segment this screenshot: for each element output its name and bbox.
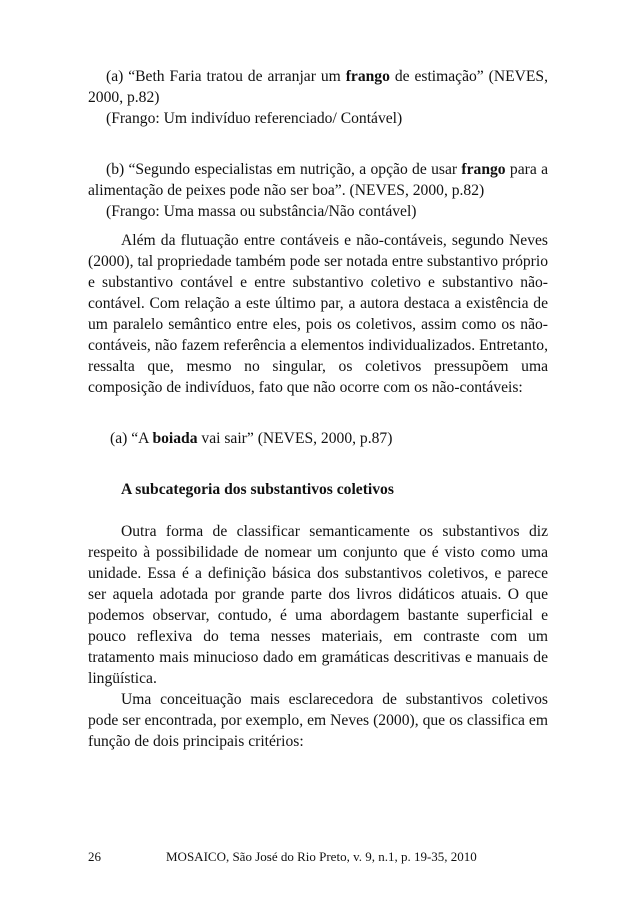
example-c-text-post: vai sair” (NEVES, 2000, p.87) [197, 430, 393, 447]
example-b-text-post: para a alimentação de peixes pode não ser boa”. (NEVES, 2000, p.82) [88, 161, 548, 199]
example-a-gloss [88, 108, 548, 129]
example-c [88, 428, 548, 449]
paragraph-2: Outra forma de classificar semanticamente os substantivos diz respeito à possibilidade de nomear um conjunto que é visto como uma unidade. Essa é a definição básica dos substantivos coletivos, e parece ser aquela adotada por grande parte dos livros didáticos atuais. O que podemos observar, contudo, é uma abordagem bastante superficial e pouco reflexiva do tema nesses materiais, em contraste com um tratamento mais minucioso dado em gramáticas descritivas e manuais de lingüística. [88, 523, 548, 687]
example-c-bold: boiada [152, 430, 198, 447]
example-b-gloss [88, 201, 548, 222]
example-b-bold: frango [461, 161, 506, 178]
paragraph-1: Além da flutuação entre contáveis e não-contáveis, segundo Neves (2000), tal propriedade também pode ser notada entre substantivo próprio e substantivo contável e entre substantivo coletivo e substantivo não-contável. Com relação a este último par, a autora destaca a existência de um paralelo semântico entre eles, pois os coletivos, assim como os não-contáveis, não fazem referência a elementos individualizados. Entretanto, ressalta que, mesmo no singular, os coletivos pressupõem uma composição de indivíduos, fato que não ocorre com os não-contáveis: [88, 232, 548, 396]
example-a-text-pre: (a) “Beth Faria tratou de arranjar um [106, 68, 346, 85]
example-a [88, 66, 548, 108]
journal-reference: MOSAICO, São José do Rio Preto, v. 9, n.1, p. 19-35, 2010 [166, 849, 477, 864]
example-a-text-post: de estimação” (NEVES, 2000, p.82) [88, 68, 548, 106]
page-body [88, 66, 548, 752]
example-c-text-pre: (a) “A [110, 430, 153, 447]
example-b-gloss-text: (Frango: Uma massa ou substância/Não contável) [106, 203, 417, 220]
example-b-text-pre: (b) “Segundo especialistas em nutrição, a opção de usar [106, 161, 462, 178]
example-a-bold: frango [345, 68, 390, 85]
paragraph-3: Uma conceituação mais esclarecedora de substantivos coletivos pode ser encontrada, por exemplo, em Neves (2000), que os classifica em função de dois principais critérios: [88, 691, 548, 750]
page-number: 26 [88, 849, 101, 864]
section-heading: A subcategoria dos substantivos coletivos [121, 481, 394, 498]
example-a-gloss-text: (Frango: Um indivíduo referenciado/ Contável) [106, 110, 403, 127]
example-b [88, 159, 548, 201]
